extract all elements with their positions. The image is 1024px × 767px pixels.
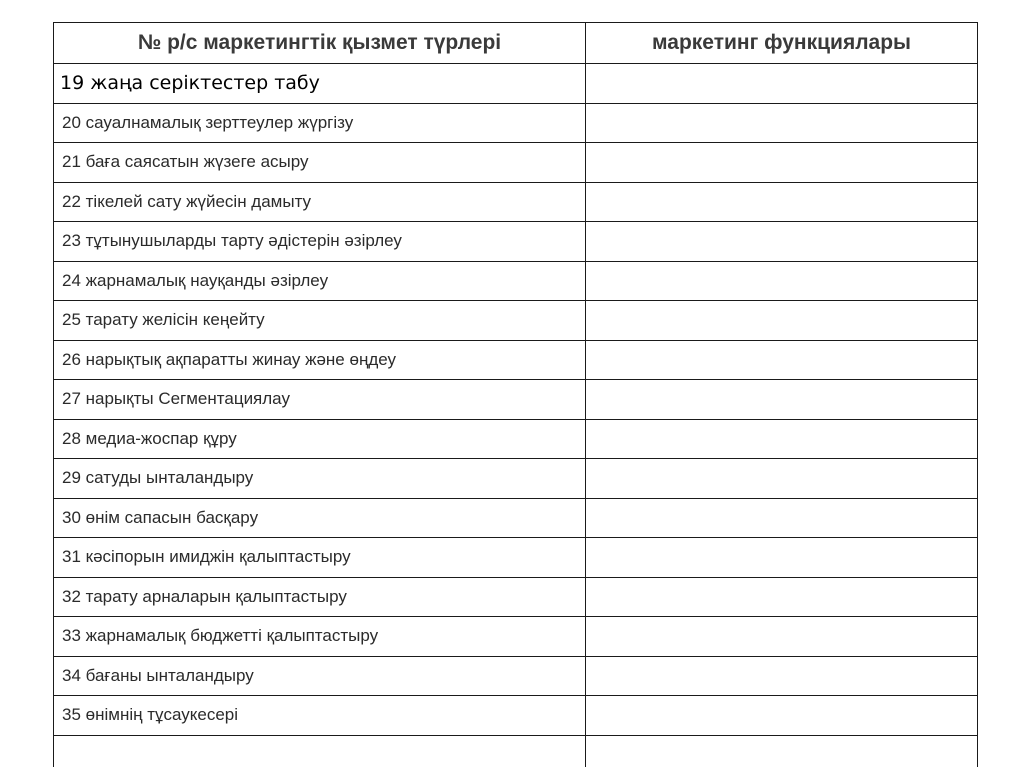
function-cell — [586, 261, 978, 301]
service-cell: 35 өнімнің тұсаукесері — [54, 696, 586, 736]
service-cell: 25 тарату желісін кеңейту — [54, 301, 586, 341]
table-row — [54, 340, 978, 380]
service-cell: 22 тікелей сату жүйесін дамыту — [54, 182, 586, 222]
service-cell: 34 бағаны ынталандыру — [54, 656, 586, 696]
header-services: № р/с маркетингтік қызмет түрлері — [54, 23, 586, 64]
function-cell — [586, 301, 978, 341]
marketing-services-table — [53, 22, 978, 767]
function-cell — [586, 340, 978, 380]
table-row — [54, 656, 978, 696]
function-cell — [586, 182, 978, 222]
service-cell: 28 медиа-жоспар құру — [54, 419, 586, 459]
function-cell — [586, 222, 978, 262]
service-cell: 33 жарнамалық бюджетті қалыптастыру — [54, 617, 586, 657]
table-row — [54, 538, 978, 578]
service-cell: 26 нарықтық ақпаратты жинау және өңдеу — [54, 340, 586, 380]
table-row — [54, 301, 978, 341]
table-row — [54, 498, 978, 538]
function-cell — [586, 380, 978, 420]
function-cell — [586, 538, 978, 578]
service-cell: 24 жарнамалық науқанды әзірлеу — [54, 261, 586, 301]
service-cell — [54, 735, 586, 767]
table-row — [54, 696, 978, 736]
table-row — [54, 64, 978, 104]
function-cell — [586, 459, 978, 499]
table-row — [54, 222, 978, 262]
table-row — [54, 735, 978, 767]
service-cell: 23 тұтынушыларды тарту әдістерін әзірлеу — [54, 222, 586, 262]
function-cell — [586, 103, 978, 143]
table-row — [54, 143, 978, 183]
table-row — [54, 261, 978, 301]
table-row — [54, 459, 978, 499]
function-cell — [586, 735, 978, 767]
function-cell — [586, 419, 978, 459]
function-cell — [586, 64, 978, 104]
table-row — [54, 419, 978, 459]
function-cell — [586, 656, 978, 696]
service-cell: 21 баға саясатын жүзеге асыру — [54, 143, 586, 183]
service-cell: 20 сауалнамалық зерттеулер жүргізу — [54, 103, 586, 143]
function-cell — [586, 617, 978, 657]
service-cell: 32 тарату арналарын қалыптастыру — [54, 577, 586, 617]
function-cell — [586, 696, 978, 736]
function-cell — [586, 143, 978, 183]
service-cell: 30 өнім сапасын басқару — [54, 498, 586, 538]
header-functions: маркетинг функциялары — [586, 23, 978, 64]
function-cell — [586, 498, 978, 538]
table-row — [54, 380, 978, 420]
service-cell: 27 нарықты Сегментациялау — [54, 380, 586, 420]
table-row — [54, 103, 978, 143]
table-row — [54, 182, 978, 222]
service-cell: 31 кәсіпорын имиджін қалыптастыру — [54, 538, 586, 578]
function-cell — [586, 577, 978, 617]
service-cell: 29 сатуды ынталандыру — [54, 459, 586, 499]
service-cell: 19 жаңа серіктестер табу — [54, 64, 586, 104]
table-row — [54, 617, 978, 657]
table-row — [54, 577, 978, 617]
table-header-row — [54, 23, 978, 64]
